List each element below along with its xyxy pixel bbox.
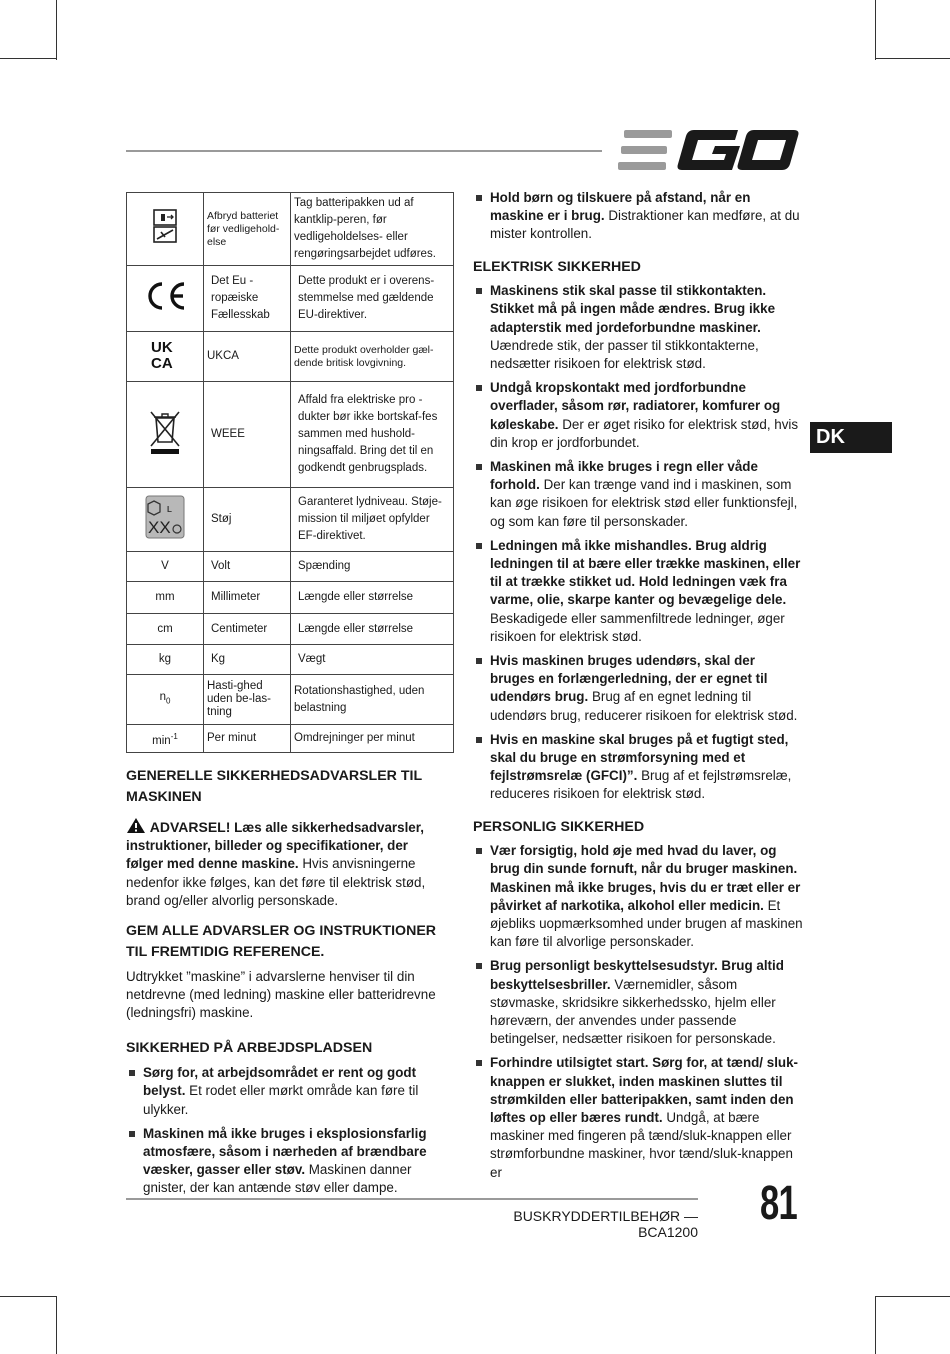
- list-item: [126, 1064, 448, 1119]
- symbol-name: Det Eu -ropæiske Fællesskab: [204, 266, 291, 332]
- warning-paragraph: [126, 817, 448, 910]
- warning-text: Hvis anvisningerne nedenfor ikke følges, kan det føre til elektrisk stød, brand og/eller alvorlig personskade.: [126, 856, 426, 908]
- symbol-name: Millimeter: [204, 582, 291, 614]
- list-item-bold: Maskinens stik skal passe til stikkontakten. Stikket må på ingen måde ændres. Brug ikke adapterstik med jordeforbundne maskiner.: [490, 283, 776, 335]
- table-row: [127, 266, 454, 332]
- symbol-description: Omdrejninger per minut: [291, 725, 454, 753]
- symbol-cell: V: [127, 552, 204, 582]
- right-column: [473, 189, 803, 1182]
- section-heading: SIKKERHED PÅ ARBEJDSPLADSEN: [126, 1039, 373, 1056]
- symbol-description: Dette produkt er i overens-stemmelse med gældende EU-direktiver.: [291, 266, 454, 332]
- list-item-bold: Ledningen må ikke mishandles. Brug aldrig ledningen til at bære eller trække maskinen, eller til at trække stikket ud. Hold ledningen væk fra varme, olie, skarpe kanter og bevægelige dele.: [490, 537, 801, 608]
- table-row: [127, 552, 454, 582]
- symbol-description: Vægt: [291, 645, 454, 675]
- svg-text:L: L: [167, 504, 172, 514]
- language-tab: DK: [810, 422, 892, 453]
- section-heading: GEM ALLE ADVARSLER OG INSTRUKTIONER TIL FREMTIDIG REFERENCE.: [126, 923, 437, 960]
- table-row: [127, 725, 454, 753]
- footer-rule: [126, 1198, 698, 1200]
- svg-text:CA: CA: [151, 354, 173, 370]
- list-item-bold: Sørg for, at arbejdsområdet er rent og godt belyst.: [143, 1065, 417, 1099]
- ce-mark-icon: [143, 280, 187, 312]
- symbol-cell: mm: [127, 582, 204, 614]
- list-item: [473, 731, 803, 804]
- symbol-name: WEEE: [204, 382, 291, 488]
- section-heading: ELEKTRISK SIKKERHED: [473, 258, 641, 275]
- list-item-text: Der er øget risiko for elektrisk stød, hvis din krop er jordforbundet.: [490, 416, 799, 450]
- crop-mark: [0, 58, 57, 59]
- weee-bin-icon: [147, 408, 183, 456]
- crop-mark: [875, 1296, 876, 1354]
- warning-bold-text: Læs alle sikkerhedsadvarsler, instruktioner, billeder og specifikationer, der følger med denne maskine.: [126, 820, 424, 872]
- list-item-text: Brug af et fejlstrømsrelæ, reduceres risikoen for elektrisk stød.: [490, 768, 792, 802]
- battery-removal-icon: [147, 208, 183, 244]
- section-heading: PERSONLIG SIKKERHED: [473, 818, 645, 835]
- list-item: [473, 652, 803, 725]
- svg-text:EGO: EGO: [618, 128, 621, 129]
- symbol-description: Længde eller størrelse: [291, 614, 454, 645]
- symbol-name: UKCA: [204, 332, 291, 382]
- page-number: 81: [760, 1177, 798, 1230]
- symbol-cell: [127, 382, 204, 488]
- list-item: [473, 842, 803, 951]
- symbol-cell: kg: [127, 645, 204, 675]
- list-item: [126, 1125, 448, 1198]
- list-item-text: Et rodet eller mørkt område kan føre til ulykker.: [143, 1083, 419, 1117]
- noise-level-icon: [145, 495, 185, 539]
- symbol-cell: [127, 193, 204, 266]
- list-item-bold: Hold børn og tilskuere på afstand, når en maskine er i brug.: [490, 190, 751, 224]
- table-row: [127, 193, 454, 266]
- symbol-description: Affald fra elektriske pro -dukter bør ikke bortskaf-fes sammen med hushold-ningsaffald. Bring det til en godkendt genbrugsplads.: [291, 382, 454, 488]
- symbol-description: Dette produkt overholder gæl-dende britisk lovgivning.: [291, 332, 454, 382]
- list-item-text: Undgå, at bære maskiner med fingeren på tænd/sluk-knappen eller strømforbundne maskiner, hvor tænd/sluk-knappen er: [490, 1109, 793, 1180]
- crop-mark: [875, 58, 950, 59]
- list-item-text: Brug af en egnet ledning til udendørs brug, reducerer risikoen for elektrisk stød.: [490, 689, 798, 723]
- left-column: [126, 766, 448, 1198]
- table-row: [127, 488, 454, 552]
- list-item: [473, 458, 803, 531]
- list-item: [473, 957, 803, 1048]
- list-item-text: Distraktioner kan medføre, at du mister kontrollen.: [490, 208, 800, 242]
- list-item-bold: Maskinen må ikke bruges i regn eller våde forhold.: [490, 458, 758, 493]
- list-item: [473, 1054, 803, 1181]
- symbol-description: Spænding: [291, 552, 454, 582]
- crop-mark: [56, 1296, 57, 1354]
- symbol-name: Støj: [204, 488, 291, 552]
- symbol-name: Hasti-ghed uden be-las-tning: [204, 675, 291, 725]
- table-row: [127, 332, 454, 382]
- list-item-bold: Brug personligt beskyttelsesudstyr. Brug altid beskyttelsesbriller.: [490, 958, 784, 992]
- symbol-name: Afbryd batteriet før vedligehold-else: [204, 193, 291, 266]
- symbol-cell: [127, 488, 204, 552]
- list-item-bold: Hvis maskinen bruges udendørs, skal der bruges en forlængerledning, der er egnet til udendørs brug.: [490, 652, 768, 705]
- list-item-bold: Hvis en maskine skal bruges på et fugtigt sted, skal du bruge en strømforsyning med et fejlstrømsrelæ (GFCI)”.: [490, 731, 789, 784]
- list-item-text: Der kan trænge vand ind i maskinen, som kan øge risikoen for elektrisk stød eller funktionsfejl, og som kan føre til personskader.: [490, 477, 798, 529]
- symbols-table: [126, 192, 454, 753]
- crop-mark: [56, 0, 57, 60]
- section-heading: GENERELLE SIKKERHEDSADVARSLER TIL MASKINEN: [126, 768, 422, 805]
- paragraph: Udtrykket ”maskine” i advarslerne henviser til din netdrevne (med ledning) maskine eller batteridrevne (ledningsfri) maskine.: [126, 969, 436, 1021]
- crop-mark: [875, 1296, 950, 1297]
- symbol-name: Centimeter: [204, 614, 291, 645]
- list-item-bold: Maskinen må ikke bruges i eksplosionsfarlig atmosfære, såsom i nærheden af brændbare væsker, gasser eller støv.: [143, 1125, 427, 1178]
- symbol-name: Volt: [204, 552, 291, 582]
- list-item: [473, 189, 803, 244]
- symbol-name: Per minut: [204, 725, 291, 753]
- header-rule: [126, 150, 602, 152]
- list-item-text: Uændrede stik, der passer til stikkontakterne, nedsætter risikoen for elektrisk stød.: [490, 337, 759, 371]
- list-item: [473, 379, 803, 452]
- footer-title: BUSKRYDDERTILBEHØR — BCA1200: [513, 1208, 698, 1240]
- symbol-name: Kg: [204, 645, 291, 675]
- symbol-description: Garanteret lydniveau. Støje-mission til miljøet opfylder EF-direktivet.: [291, 488, 454, 552]
- svg-text:UK: UK: [151, 338, 173, 356]
- symbol-description: Længde eller størrelse: [291, 582, 454, 614]
- symbol-cell: cm: [127, 614, 204, 645]
- crop-mark: [0, 1296, 57, 1297]
- ego-logo: [618, 128, 800, 172]
- list-item: [473, 537, 803, 646]
- list-item-text: Værnemidler, såsom støvmaske, skridsikre sikkerhedssko, hjelm eller høreværn, der anvendes under passende betingelser, nedsætter risikoen for personskade.: [490, 976, 776, 1047]
- table-row: [127, 582, 454, 614]
- list-item: [473, 282, 803, 373]
- list-item-bold: Vær forsigtig, hold øje med hvad du laver, og brug din sunde fornuft, når du bruger maskinen. Maskinen må ikke bruges, hvis du er træt eller er påvirket af narkotika, alkohol eller medicin.: [490, 843, 801, 913]
- warning-label: ADVARSEL!: [149, 819, 231, 835]
- symbol-cell: [127, 266, 204, 332]
- table-row: [127, 675, 454, 725]
- list-item-text: Maskinen danner gnister, der kan antænde støv eller dampe.: [143, 1162, 412, 1196]
- symbol-description: Rotationshastighed, uden belastning: [291, 675, 454, 725]
- list-item-bold: Undgå kropskontakt med jordforbundne overflader, såsom rør, radiatorer, komfurer og køleskabe.: [490, 380, 781, 432]
- list-item-text: Et øjebliks uopmærksomhed under brugen af maskinen kan føre til alvorlige personskader.: [490, 897, 803, 950]
- symbol-cell: $n_0$: [127, 675, 204, 725]
- table-row: [127, 645, 454, 675]
- symbol-cell: [127, 332, 204, 382]
- list-item-bold: Forhindre utilsigtet start. Sørg for, at tænd/ sluk-knappen er slukket, inden maskinen sluttes til strømkilden eller batteripakken, samt inden den løftes op eller bæres rundt.: [490, 1055, 799, 1125]
- ukca-mark-icon: [149, 338, 181, 370]
- table-row: [127, 614, 454, 645]
- noise-level-value: XX: [148, 517, 171, 537]
- symbol-cell: $\min^{-1}$: [127, 725, 204, 753]
- symbol-description: Tag batteripakken ud af kantklip-peren, før vedligeholdelses- eller rengøringsarbejdet udføres.: [291, 193, 454, 266]
- table-row: [127, 382, 454, 488]
- warning-triangle-icon: [126, 817, 146, 834]
- crop-mark: [875, 0, 876, 60]
- list-item-text: Beskadigede eller sammenfiltrede ledninger, øger risikoen for elektrisk stød.: [490, 610, 785, 644]
